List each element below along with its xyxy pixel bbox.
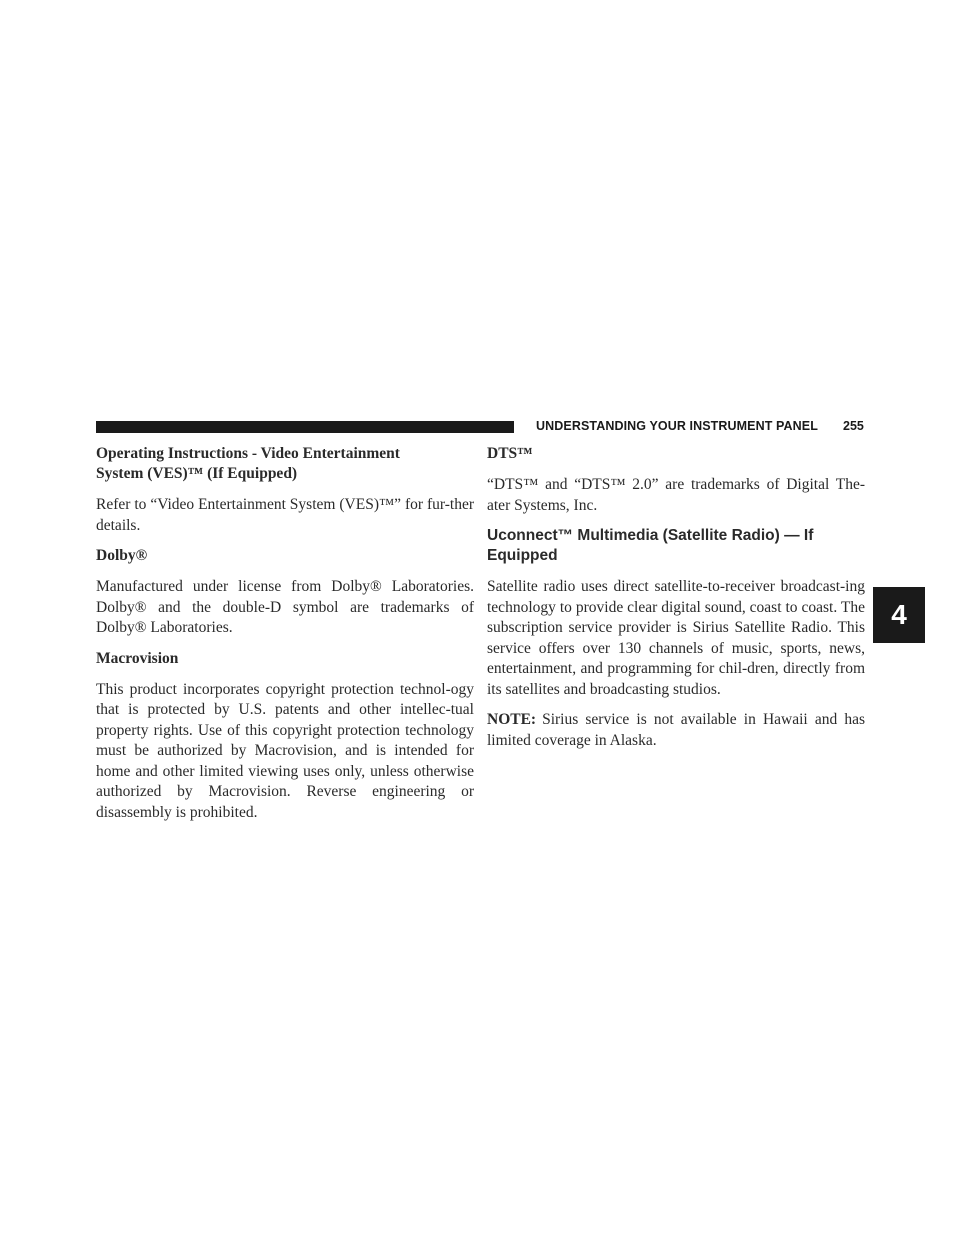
heading-line-1: Uconnect™ Multimedia (Satellite Radio) — If [487, 527, 814, 544]
page-header-title: UNDERSTANDING YOUR INSTRUMENT PANEL [536, 419, 818, 433]
paragraph-macrovision: This product incorporates copyright protection technol-ogy that is protected by U.S. patents and other intellec-tual property rights. Use of this copyright protection technology must be authorized by Macrovision, and is intended for home and other limited viewing uses only, unless otherwise authorized by Macrovision. Reverse engineering or disassembly is prohibited. [96, 680, 474, 821]
page-number: 255 [843, 419, 864, 433]
paragraph-dts: “DTS™ and “DTS™ 2.0” are trademarks of Digital The-ater Systems, Inc. [487, 476, 865, 514]
note-paragraph [487, 710, 865, 751]
paragraph-dolby: Manufactured under license from Dolby® Laboratories. Dolby® and the double-D symbol are trademarks of Dolby® Laboratories. [96, 578, 474, 636]
heading-line-2: Equipped [487, 547, 558, 564]
left-column [96, 444, 474, 833]
heading-line-1: Operating Instructions - Video Entertainment [96, 445, 400, 462]
chapter-tab: 4 [873, 587, 925, 643]
right-column [487, 444, 865, 761]
paragraph-satellite-radio: Satellite radio uses direct satellite-to-receiver broadcast-ing technology to provide clear digital sound, coast to coast. The subscription service provider is Sirius Satellite Radio. This service offers over 130 channels of music, sports, news, entertainment, and programming for chil-dren, directly from its satellites and broadcasting studios. [487, 578, 865, 698]
heading-video-entertainment [96, 444, 474, 484]
paragraph-video-entertainment: Refer to “Video Entertainment System (VES)™” for fur-ther details. [96, 496, 474, 534]
heading-dts: DTS™ [487, 445, 533, 462]
note-label: NOTE: [487, 711, 537, 728]
note-text: Sirius service is not available in Hawaii and has limited coverage in Alaska. [487, 711, 865, 749]
heading-macrovision: Macrovision [96, 649, 179, 667]
heading-uconnect [487, 526, 865, 566]
header-rule [96, 421, 514, 433]
heading-dolby: Dolby® [96, 547, 148, 564]
heading-line-2: System (VES)™ (If Equipped) [96, 465, 298, 482]
